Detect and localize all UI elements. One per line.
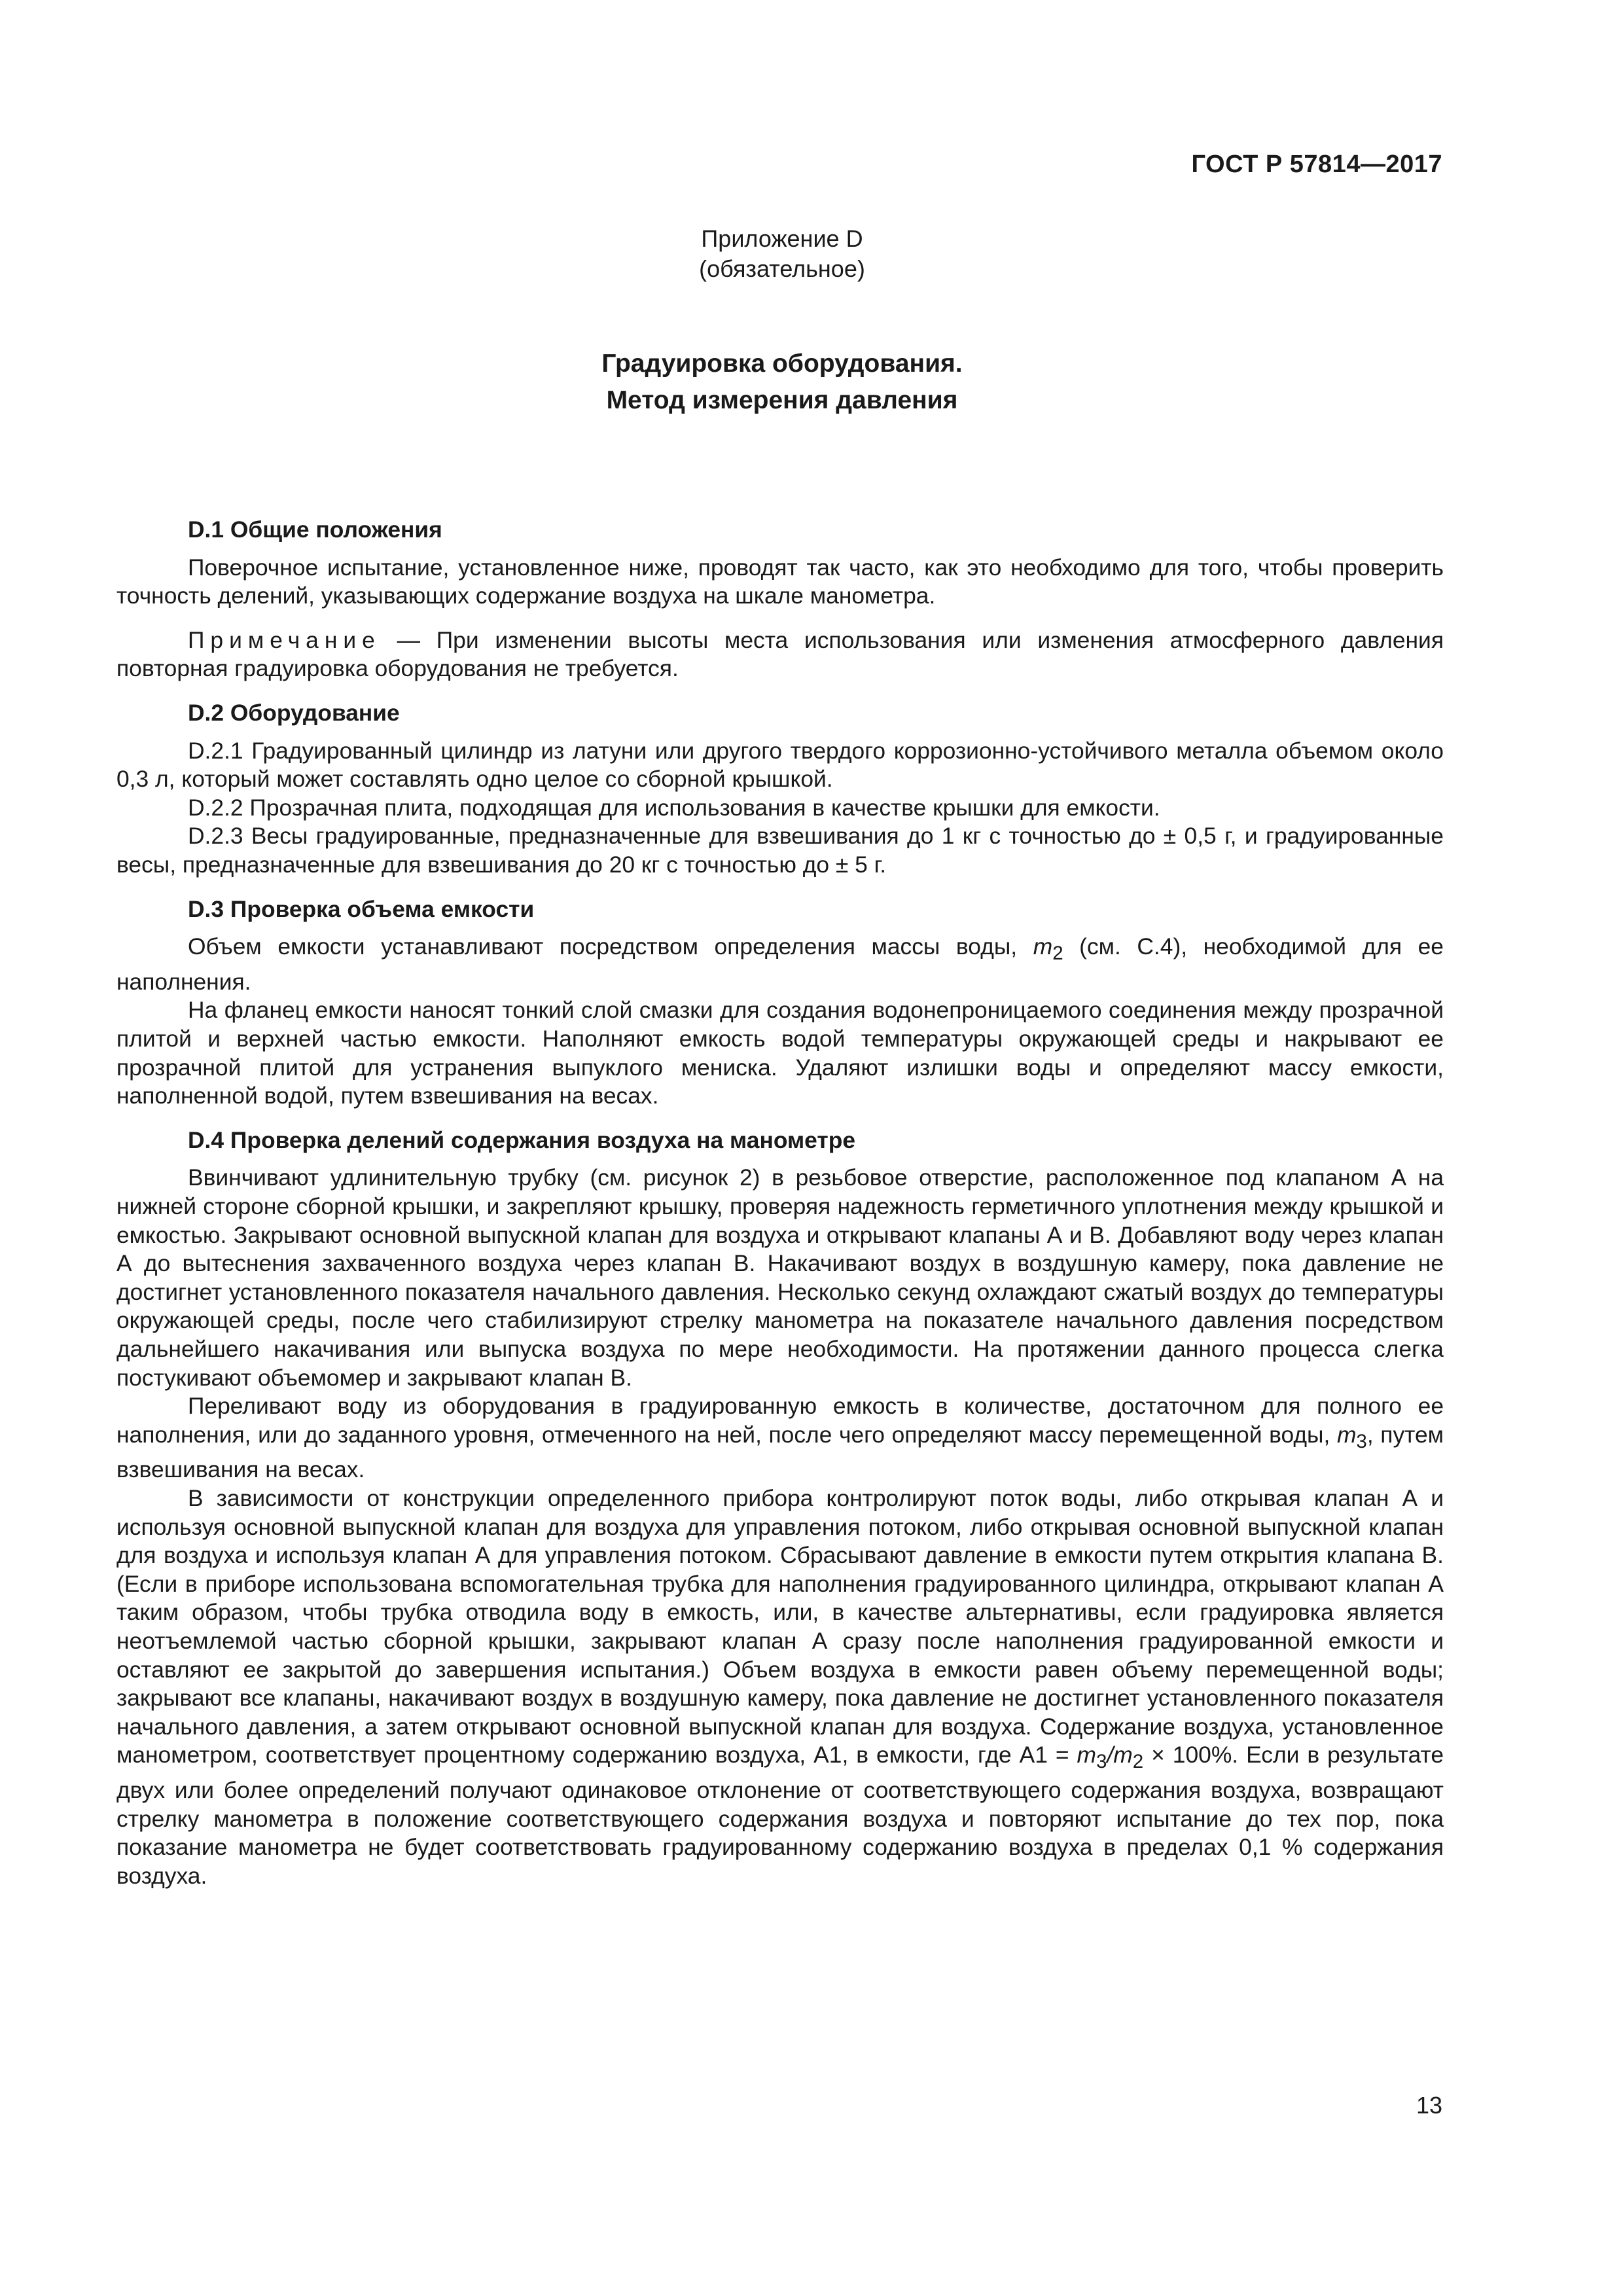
paragraph-d2-1: D.2.1 Градуированный цилиндр из латуни или другого твердого коррозионно-устойчивого металла объемом около 0,3 л, который может составлять одно целое со сборной крышкой. xyxy=(116,737,1444,793)
annex-label-block xyxy=(0,224,1564,284)
page-number: 13 xyxy=(1416,2092,1442,2119)
math-variable: m xyxy=(1033,933,1053,960)
math-subscript: 3 xyxy=(1356,1430,1367,1452)
text-run: В зависимости от конструкции определенного прибора контролируют поток воды, либо открывая клапан А и используя основной выпускной клапан для воздуха для управления потоком, либо открывая основной выпускной клапан для воздуха и используя клапан А для управления потоком. Сбрасывают давление в емкости путем открытия клапана В. (Если в приборе использована вспомогательная трубка для наполнения градуированного цилиндра, открывают клапан А таким образом, чтобы трубка отводила воду в емкость, или, в качестве альтернативы, если градуировка является неотъемлемой частью сборной крышки, закрывают клапан А сразу после наполнения градуированной емкости и оставляют ее закрытой до завершения испытания.) Объем воздуха в емкости равен объему перемещенной воды; закрывают все клапаны, накачивают воздух в воздушную камеру, пока давление не достигнет установленного показателя начального давления, а затем открывают основной выпускной клапан для воздуха. Содержание воздуха, установленное манометром, соответствует процентному содержанию воздуха, А1, в емкости, где А1 = xyxy=(116,1484,1444,1768)
annex-title-line-1: Градуировка оборудования. xyxy=(601,350,963,378)
annex-title xyxy=(0,346,1564,419)
paragraph-d4-3 xyxy=(116,1484,1444,1890)
note-d1 xyxy=(116,626,1444,683)
paragraph-d2-2: D.2.2 Прозрачная плита, подходящая для использования в качестве крышки для емкости. xyxy=(188,794,1160,821)
text-run: Переливают воду из оборудования в градуированную емкость в количестве, достаточном для полного ее наполнения, или до заданного уровня, отмеченного на ней, после чего определяют массу перемещенной воды, xyxy=(116,1393,1444,1448)
math-subscript: 2 xyxy=(1052,942,1063,965)
annex-label: Приложение D xyxy=(701,225,863,252)
text-run: , путем взвешивания на весах. xyxy=(116,1421,1444,1483)
section-heading-d4: D.4 Проверка делений содержания воздуха на манометре xyxy=(188,1126,856,1153)
annex-title-line-2: Метод измерения давления xyxy=(606,386,958,414)
text-run: (см. С.4), необходимой для ее наполнения. xyxy=(116,933,1444,995)
paragraph-d4-2 xyxy=(116,1392,1444,1484)
section-heading-d1: D.1 Общие положения xyxy=(188,516,442,543)
math-operator: / xyxy=(1107,1742,1114,1768)
note-label: Примечание xyxy=(188,626,381,653)
text-run: Объем емкости устанавливают посредством определения массы воды, xyxy=(188,933,1033,960)
paragraph-d4-1: Ввинчивают удлинительную трубку (см. рисунок 2) в резьбовое отверстие, расположенное под клапаном А на нижней стороне сборной крышки, и закрепляют крышку, проверяя надежность герметичного уплотнения между крышкой и емкостью. Закрывают основной выпускной клапан для воздуха и открывают клапаны А и В. Добавляют воду через клапан А до вытеснения захваченного воздуха через клапан В. Накачивают воздух в воздушную камеру, пока давление не достигнет установленного показателя начального давления. Несколько секунд охлаждают сжатый воздух до температуры окружающей среды, после чего стабилизируют стрелку манометра на показателе начального давления посредством дальнейшего накачивания или выпуска воздуха по мере необходимости. На протяжении данного процесса слегка постукивают объемомер и закрывают клапан В. xyxy=(116,1164,1444,1391)
math-variable: m xyxy=(1336,1421,1357,1448)
annex-status: (обязательное) xyxy=(699,255,865,282)
paragraph-d1-1: Поверочное испытание, установленное ниже, проводят так часто, как это необходимо для того, чтобы проверить точность делений, указывающих содержание воздуха на шкале манометра. xyxy=(116,554,1444,609)
paragraph-d2-3: D.2.3 Весы градуированные, предназначенные для взвешивания до 1 кг с точностью до ± 0,5 г, и градуированные весы, предназначенные для взвешивания до 20 кг с точностью до ± 5 г. xyxy=(116,823,1444,878)
document-body xyxy=(116,516,1444,1890)
math-subscript: 3 xyxy=(1096,1751,1107,1773)
standard-designation: ГОСТ Р 57814—2017 xyxy=(1191,151,1442,178)
math-variable: m xyxy=(1113,1742,1133,1768)
math-subscript: 2 xyxy=(1132,1751,1144,1773)
note-text: — При изменении высоты места использования или изменения атмосферного давления повторная градуировка оборудования не требуется. xyxy=(116,626,1444,682)
section-heading-d2: D.2 Оборудование xyxy=(188,699,400,726)
paragraph-d3-1 xyxy=(116,933,1444,996)
section-heading-d3: D.3 Проверка объема емкости xyxy=(188,895,535,922)
text-run: × 100%. Если в результате двух или более определений получают одинаковое отклонение от соответствующего содержания воздуха, возвращают стрелку манометра в положение соответствующего содержания воздуха и повторяют испытание до тех пор, пока показание манометра не будет соответствовать градуированному содержанию воздуха в пределах 0,1 % содержания воздуха. xyxy=(116,1742,1444,1889)
paragraph-d3-2: На фланец емкости наносят тонкий слой смазки для создания водонепроницаемого соединения между прозрачной плитой и верхней частью емкости. Наполняют емкость водой температуры окружающей среды и накрывают ее прозрачной плитой для устранения выпуклого мениска. Удаляют излишки воды и определяют массу емкости, наполненной водой, путем взвешивания на весах. xyxy=(116,997,1444,1109)
math-variable: m xyxy=(1077,1742,1097,1768)
